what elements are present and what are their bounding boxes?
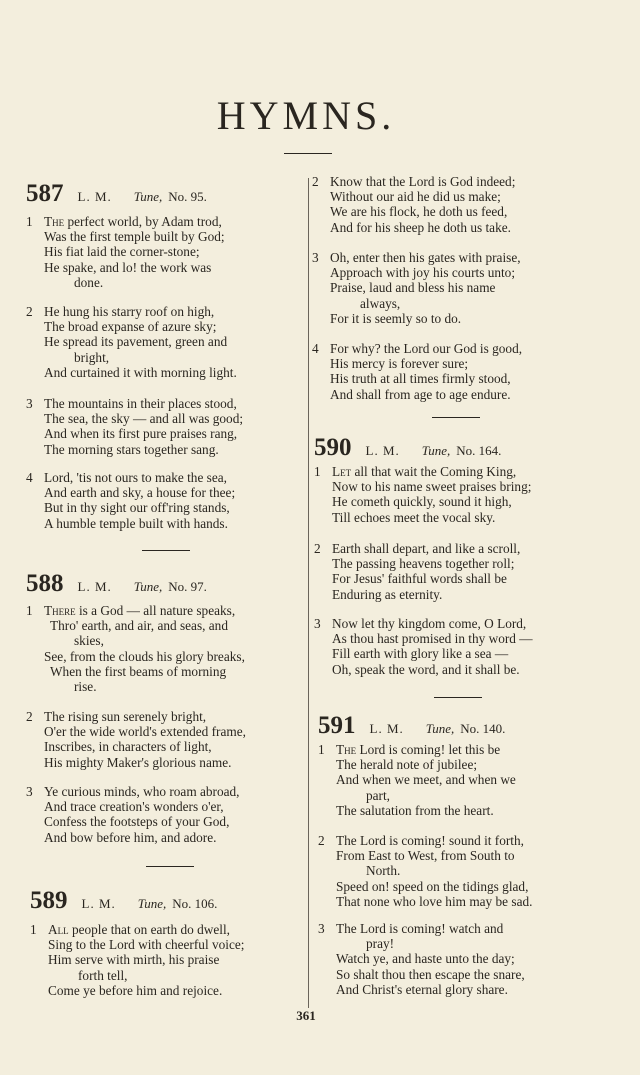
verse-589-1 — [30, 922, 244, 998]
verse-line: The Lord is coming! let this be — [336, 742, 501, 757]
verse-line: And trace creation's wonders o'er, — [44, 799, 224, 815]
verse-line: He cometh quickly, sound it high, — [332, 494, 512, 510]
verse-line: The Lord is coming! watch and — [336, 921, 504, 936]
hymn-meter: L. M. — [365, 443, 400, 458]
verse-number: 2 — [312, 174, 319, 189]
verse-number: 1 — [314, 464, 321, 479]
verse-589-2 — [312, 174, 515, 235]
verse-line: He spake, and lo! the work was — [44, 259, 212, 275]
verse-number: 2 — [314, 541, 321, 556]
verse-line: Confess the footsteps of your God, — [44, 814, 230, 830]
tune-number: No. 140. — [460, 721, 506, 736]
verse-589-3 — [312, 250, 521, 326]
verse-line: The mountains in their places stood, — [44, 396, 237, 411]
tune-label: Tune, — [137, 896, 167, 911]
hymn-meter: L. M. — [77, 579, 112, 594]
verse-line: And when we meet, and when we — [336, 772, 516, 788]
verse-line: Enduring as eternity. — [332, 586, 443, 602]
verse-line: He spread its pavement, green and — [44, 334, 228, 350]
verse-587-2 — [26, 304, 237, 380]
verse-line: skies, — [74, 633, 104, 649]
verse-line: From East to West, from South to — [336, 848, 515, 864]
verse-line: And curtained it with morning light. — [44, 364, 237, 380]
verse-line: Approach with joy his courts unto; — [330, 265, 516, 281]
hymn-divider — [432, 417, 480, 418]
tune-label: Tune, — [421, 443, 451, 458]
hymn-divider — [434, 697, 482, 698]
verse-line: forth tell, — [78, 967, 128, 983]
verse-line: His mighty Maker's glorious name. — [44, 754, 232, 770]
verse-line: Ye curious minds, who roam abroad, — [44, 784, 240, 799]
verse-line: Know that the Lord is God indeed; — [330, 174, 516, 189]
verse-line: For it is seemly so to do. — [330, 310, 462, 326]
verse-line: Speed on! speed on the tidings glad, — [336, 878, 529, 894]
hymn-number: 587 — [26, 180, 64, 207]
verse-line: As thou hast promised in thy word — — [332, 631, 533, 647]
verse-line: Oh, enter then his gates with praise, — [330, 250, 521, 265]
page-number: 361 — [296, 1008, 316, 1023]
tune-number: No. 106. — [172, 896, 218, 911]
hymn-number: 590 — [314, 434, 352, 461]
verse-590-1 — [314, 464, 531, 525]
verse-590-2 — [314, 541, 520, 602]
verse-number: 1 — [30, 922, 37, 937]
verse-number: 3 — [26, 784, 33, 799]
verse-588-1 — [26, 603, 245, 694]
verse-line: His truth at all times firmly stood, — [330, 371, 511, 387]
verse-line: He hung his starry roof on high, — [44, 304, 215, 319]
verse-number: 1 — [318, 742, 325, 757]
verse-line: When the first beams of morning — [50, 663, 227, 679]
verse-line: We are his flock, he doth us feed, — [330, 204, 508, 220]
hymn-header-590 — [314, 434, 501, 460]
verse-line: Him serve with mirth, his praise — [48, 952, 220, 968]
verse-line: always, — [360, 295, 401, 311]
verse-line: A humble temple built with hands. — [44, 515, 228, 531]
verse-line: Sing to the Lord with cheerful voice; — [48, 937, 245, 953]
verse-588-2 — [26, 709, 246, 770]
tune-label: Tune, — [425, 721, 455, 736]
verse-591-2 — [318, 833, 532, 909]
verse-line: Without our aid he did us make; — [330, 189, 501, 205]
hymn-header-589 — [30, 887, 217, 913]
hymn-header-591 — [318, 712, 505, 738]
verse-line: The sea, the sky — and all was good; — [44, 411, 244, 427]
hymn-number: 588 — [26, 570, 64, 597]
verse-line: And Christ's eternal glory share. — [336, 981, 508, 997]
hymn-divider — [142, 550, 190, 551]
verse-591-1 — [318, 742, 516, 818]
column-divider — [308, 178, 309, 1008]
verse-588-3 — [26, 784, 240, 845]
title-rule — [284, 153, 332, 154]
verse-line: Come ye before him and rejoice. — [48, 982, 223, 998]
verse-591-3 — [318, 921, 525, 997]
verse-line: Till echoes meet the vocal sky. — [332, 509, 496, 525]
hymn-header-588 — [26, 570, 207, 596]
verse-line: Thro' earth, and air, and seas, and — [50, 618, 228, 634]
hymn-meter: L. M. — [77, 189, 112, 204]
verse-line: bright, — [74, 349, 110, 365]
verse-line: The herald note of jubilee; — [336, 757, 478, 773]
verse-number: 2 — [26, 304, 33, 319]
page-title: HYMNS. — [216, 93, 396, 138]
verse-line: The passing heavens together roll; — [332, 556, 515, 572]
verse-line: And earth and sky, a house for thee; — [44, 485, 236, 501]
verse-line: Lord, 'tis not ours to make the sea, — [44, 470, 227, 485]
verse-line: There is a God — all nature speaks, — [44, 603, 236, 618]
verse-line: The salutation from the heart. — [336, 802, 494, 818]
verse-number: 3 — [312, 250, 319, 265]
verse-line: The rising sun serenely bright, — [44, 709, 207, 724]
verse-line: Was the first temple built by God; — [44, 229, 225, 245]
hymn-header-587 — [26, 180, 207, 206]
tune-label: Tune, — [133, 189, 163, 204]
verse-line: rise. — [74, 679, 97, 695]
hymn-number: 589 — [30, 887, 68, 914]
tune-number: No. 97. — [168, 579, 207, 594]
verse-line: Oh, speak the word, and it shall be. — [332, 661, 520, 677]
verse-line: pray! — [366, 936, 395, 952]
verse-line: Inscribes, in characters of light, — [44, 739, 212, 755]
hymn-number: 591 — [318, 712, 356, 739]
verse-line: North. — [366, 863, 401, 879]
verse-line: Now let thy kingdom come, O Lord, — [332, 616, 527, 631]
verse-line: So shalt thou then escape the snare, — [336, 966, 525, 982]
verse-line: Earth shall depart, and like a scroll, — [332, 541, 521, 556]
verse-line: And bow before him, and adore. — [44, 829, 217, 845]
verse-line: Watch ye, and haste unto the day; — [336, 951, 515, 967]
verse-number: 3 — [26, 396, 33, 411]
verse-line: His mercy is forever sure; — [330, 356, 469, 372]
verse-line: The perfect world, by Adam trod, — [44, 214, 222, 229]
verse-line: And for his sheep he doth us take. — [330, 219, 511, 235]
verse-line: Praise, laud and bless his name — [330, 280, 496, 296]
verse-line: Now to his name sweet praises bring; — [332, 479, 532, 495]
verse-line: The morning stars together sang. — [44, 441, 219, 457]
verse-587-1 — [26, 214, 225, 290]
verse-587-4 — [26, 470, 235, 531]
verse-line: His fiat laid the corner-stone; — [44, 244, 200, 260]
verse-line: done. — [74, 274, 104, 290]
verse-line: All people that on earth do dwell, — [48, 922, 230, 937]
hymn-divider — [146, 866, 194, 867]
verse-line: And when its first pure praises rang, — [44, 426, 238, 442]
verse-line: But in thy sight our off'ring stands, — [44, 500, 230, 516]
tune-number: No. 95. — [168, 189, 207, 204]
hymn-meter: L. M. — [81, 896, 116, 911]
verse-590-3 — [314, 616, 533, 677]
verse-number: 2 — [318, 833, 325, 848]
verse-line: See, from the clouds his glory breaks, — [44, 648, 245, 664]
verse-number: 3 — [318, 921, 325, 936]
verse-number: 3 — [314, 616, 321, 631]
verse-line: And shall from age to age endure. — [330, 386, 511, 402]
verse-line: O'er the wide world's extended frame, — [44, 724, 246, 740]
verse-number: 2 — [26, 709, 33, 724]
verse-587-3 — [26, 396, 243, 457]
verse-line: That none who love him may be sad. — [336, 893, 533, 909]
verse-line: Fill earth with glory like a sea — — [332, 646, 509, 662]
verse-line: The broad expanse of azure sky; — [44, 319, 217, 335]
verse-line: Let all that wait the Coming King, — [332, 464, 517, 479]
verse-number: 1 — [26, 214, 33, 229]
verse-line: For why? the Lord our God is good, — [330, 341, 523, 356]
verse-number: 4 — [312, 341, 319, 356]
verse-line: part, — [366, 787, 390, 803]
verse-589-4 — [312, 341, 522, 402]
hymn-meter: L. M. — [369, 721, 404, 736]
verse-line: The Lord is coming! sound it forth, — [336, 833, 524, 848]
tune-label: Tune, — [133, 579, 163, 594]
verse-line: For Jesus' faithful words shall be — [332, 571, 507, 587]
verse-number: 4 — [26, 470, 33, 485]
tune-number: No. 164. — [456, 443, 502, 458]
verse-number: 1 — [26, 603, 33, 618]
